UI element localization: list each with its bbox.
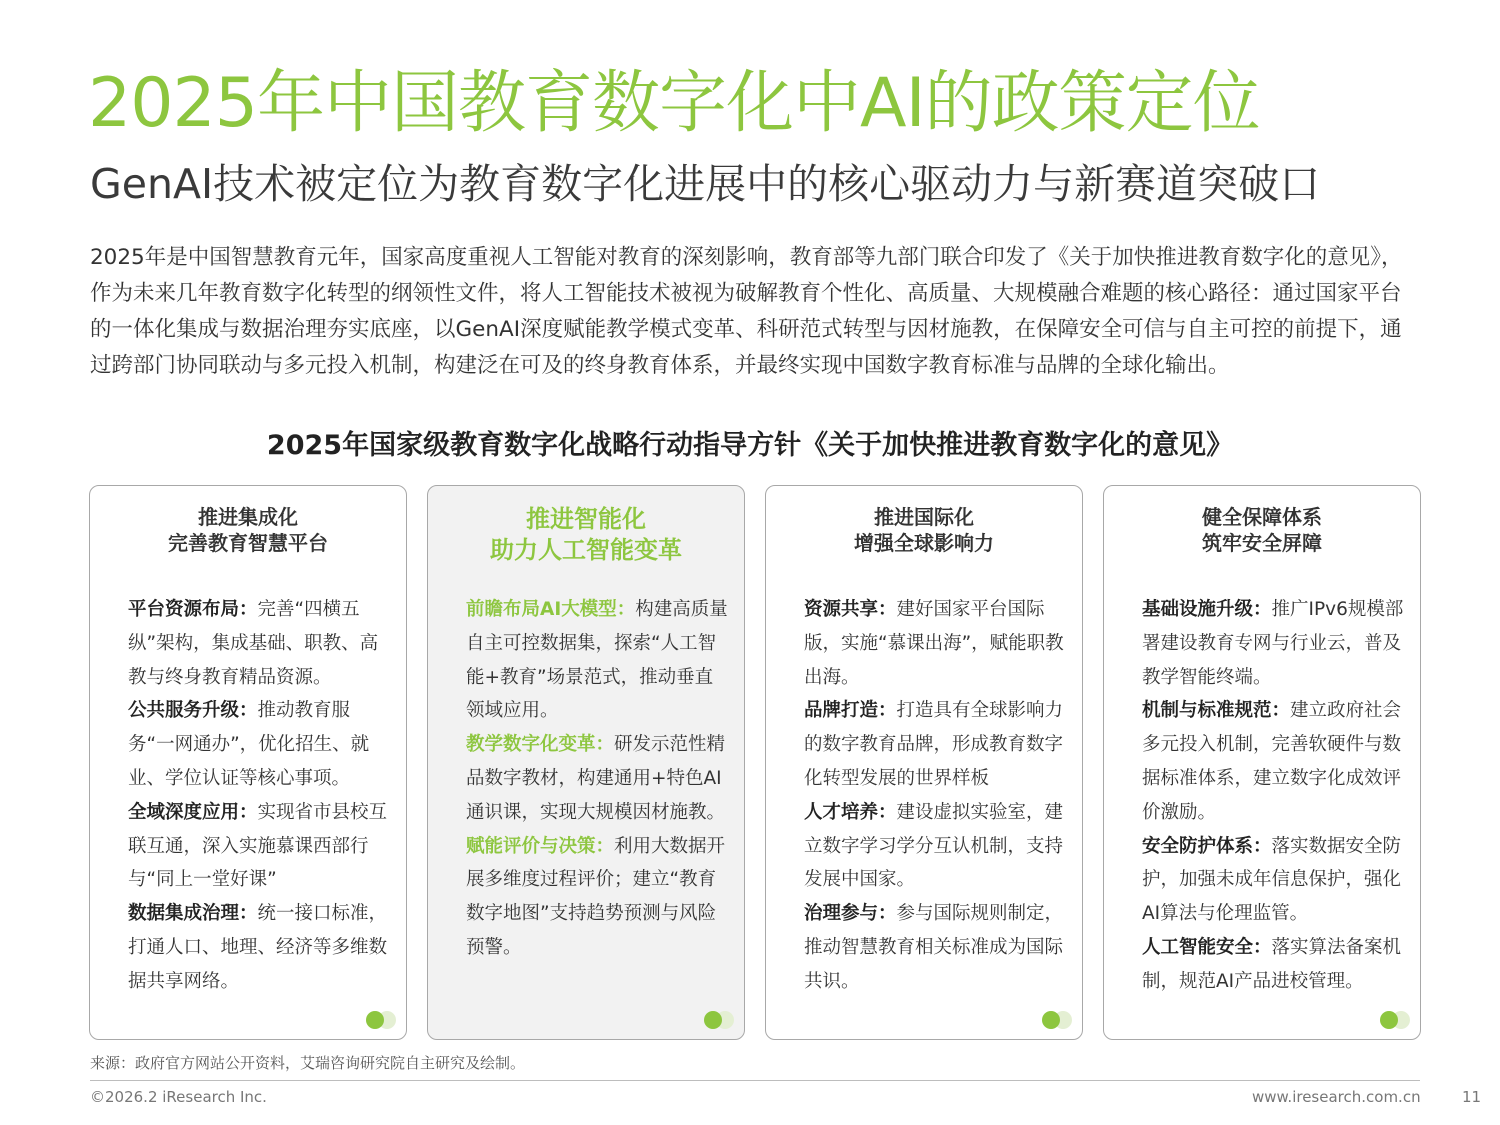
card-item <box>128 897 390 998</box>
card-item <box>128 694 390 795</box>
card-item-label: 人工智能安全： <box>1142 936 1272 958</box>
card-item <box>804 593 1066 694</box>
card-heading <box>1104 504 1420 556</box>
intro-paragraph: 2025年是中国智慧教育元年，国家高度重视人工智能对教育的深刻影响，教育部等九部门联合印发了《关于加快推进教育数字化的意见》，作为未来几年教育数字化转型的纲领性文件，将人工智能技术被视为破解教育个性化、高质量、大规模融合难题的核心路径：通过国家平台的一体化集成与数据治理夯实底座，以GenAI深度赋能教学模式变革、科研范式转型与因材施教，在保障安全可信与自主可控的前提下，通过跨部门协同联动与多元投入机制，构建泛在可及的终身教育体系，并最终实现中国数字教育标准与品牌的全球化输出。 <box>90 245 1403 378</box>
card-body <box>804 593 1066 999</box>
card-heading-line2: 完善教育智慧平台 <box>168 531 328 555</box>
card-item <box>128 593 390 694</box>
card-item-label: 数据集成治理： <box>128 903 258 925</box>
card-heading-line2: 增强全球影响力 <box>854 531 994 555</box>
card-item-label: 安全防护体系： <box>1142 835 1272 857</box>
card-item <box>804 897 1066 998</box>
card-heading-line2: 助力人工智能变革 <box>490 536 682 564</box>
footer-divider <box>90 1080 1420 1081</box>
card-item-label: 机制与标准规范： <box>1142 700 1291 722</box>
card-item-label: 赋能评价与决策： <box>466 835 615 857</box>
card-item-text: 推广IPv6规模部署建设教育专网与行业云，普及教学智能终端。 <box>1142 599 1404 688</box>
card-item-label: 基础设施升级： <box>1142 599 1272 620</box>
card-heading-line1: 推进国际化 <box>874 505 974 529</box>
card-item-text: 实现省市县校互联互通，深入实施慕课西部行与“同上一堂好课” <box>128 801 388 891</box>
card-item-text: 落实算法备案机制，规范AI产品进校管理。 <box>1142 936 1402 992</box>
card-item <box>804 796 1066 897</box>
card-item-label: 人才培养： <box>804 801 897 823</box>
card-item <box>466 593 728 728</box>
card-item-label: 资源共享： <box>804 599 897 620</box>
card-item-text: 建设虚拟实验室，建立数字学习学分互认机制，支持发展中国家。 <box>804 801 1064 891</box>
card-item-text: 参与国际规则制定，推动智慧教育相关标准成为国际共识。 <box>804 903 1064 992</box>
card-item-label: 平台资源布局： <box>128 599 258 620</box>
card-intelligence <box>427 485 745 1040</box>
page-title: 2025年中国教育数字化中AI的政策定位 <box>88 64 1260 143</box>
card-body <box>128 593 390 999</box>
card-item-text: 统一接口标准，打通人口、地理、经济等多维数据共享网络。 <box>128 903 388 992</box>
page-subtitle: GenAI技术被定位为教育数字化进展中的核心驱动力与新赛道突破口 <box>90 160 1321 208</box>
card-internationalization <box>765 485 1083 1040</box>
card-heading <box>766 504 1082 556</box>
decorative-dots-icon <box>366 1009 400 1031</box>
card-heading-line1: 推进智能化 <box>526 505 646 533</box>
card-item-label: 品牌打造： <box>804 700 897 722</box>
card-item <box>1142 830 1404 931</box>
card-body <box>466 593 728 965</box>
card-item-label: 教学数字化变革： <box>466 734 615 756</box>
card-item-text: 利用大数据开展多维度过程评价；建立“教育数字地图”支持趋势预测与风险预警。 <box>466 835 726 958</box>
card-item-text: 落实数据安全防护，加强未成年信息保护，强化AI算法与伦理监管。 <box>1142 835 1402 925</box>
decorative-dots-icon <box>704 1009 738 1031</box>
card-item-label: 公共服务升级： <box>128 700 258 722</box>
card-item-label: 治理参与： <box>804 903 897 925</box>
card-body <box>1142 593 1404 999</box>
card-heading-line1: 健全保障体系 <box>1202 505 1322 529</box>
decorative-dots-icon <box>1380 1009 1414 1031</box>
card-item-text: 打造具有全球影响力的数字教育品牌，形成教育数字化转型发展的世界样板 <box>804 700 1064 789</box>
card-item-label: 全域深度应用： <box>128 801 258 823</box>
card-heading-line1: 推进集成化 <box>198 505 298 529</box>
card-item <box>1142 694 1404 829</box>
card-item <box>1142 931 1404 999</box>
card-item <box>128 796 390 897</box>
source-note: 来源：政府官方网站公开资料，艾瑞咨询研究院自主研究及绘制。 <box>90 1054 526 1072</box>
card-item <box>466 830 728 965</box>
card-heading <box>428 504 744 566</box>
card-item-text: 建好国家平台国际版，实施“慕课出海”，赋能职教出海。 <box>804 599 1064 688</box>
card-item <box>1142 593 1404 694</box>
page-number: 11 <box>1462 1088 1482 1106</box>
card-item-text: 完善“四横五纵”架构，集成基础、职教、高教与终身教育精品资源。 <box>128 599 379 688</box>
card-integration <box>89 485 407 1040</box>
card-item <box>804 694 1066 795</box>
card-item-text: 建立政府社会多元投入机制，完善软硬件与数据标准体系，建立数字化成效评价激励。 <box>1142 700 1402 823</box>
decorative-dots-icon <box>1042 1009 1076 1031</box>
section-title: 2025年国家级教育数字化战略行动指导方针《关于加快推进教育数字化的意见》 <box>266 430 1234 461</box>
card-safeguards <box>1103 485 1421 1040</box>
website-link[interactable]: www.iresearch.com.cn <box>1252 1088 1421 1106</box>
copyright: ©2026.2 iResearch Inc. <box>90 1088 267 1106</box>
card-item-text: 研发示范性精品数字教材，构建通用+特色AI通识课，实现大规模因材施教。 <box>466 734 726 823</box>
card-item <box>466 728 728 829</box>
card-heading-line2: 筑牢安全屏障 <box>1202 531 1322 555</box>
card-item-text: 推动教育服务“一网通办”，优化招生、就业、学位认证等核心事项。 <box>128 700 370 789</box>
card-heading <box>90 504 406 556</box>
card-item-text: 构建高质量自主可控数据集，探索“人工智能+教育”场景范式，推动垂直领域应用。 <box>466 599 728 722</box>
card-item-label: 前瞻布局AI大模型： <box>466 599 636 620</box>
